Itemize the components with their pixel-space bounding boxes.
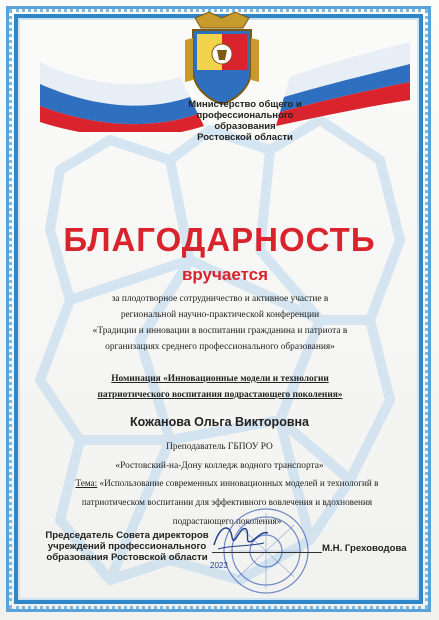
chair-title — [32, 530, 222, 563]
topic-line-3: подрастающего поколения» — [172, 516, 282, 526]
certificate-subtitle: вручается — [181, 265, 269, 284]
nomination-line-1: Номинация «Инновационные модели и технологии — [111, 374, 329, 384]
reason-line-3: «Традиции и инновации в воспитании гражданина и патриота в — [92, 326, 348, 336]
ministry-line-3: Ростовской области — [197, 132, 293, 143]
topic-line-2: патриотическом воспитании для эффективного вовлечения и вдохновения — [81, 497, 373, 507]
coat-of-arms-emblem — [183, 10, 261, 106]
recipient-name: Кожанова Ольга Викторовна — [129, 415, 310, 429]
reason-line-2: региональной научно-практической конференции — [120, 310, 320, 320]
chair-line-1: Председатель Совета директоров — [45, 530, 209, 541]
certificate-title: БЛАГОДАРНОСТЬ — [63, 221, 376, 258]
topic-line-1: «Использование современных инновационных моделей и технологий в — [97, 478, 379, 488]
recipient-position — [0, 438, 439, 476]
reason-line-1: за плодотворное сотрудничество и активное участие в — [111, 294, 329, 304]
stamp-year: 2023 — [210, 561, 228, 570]
chair-line-2: учреждений профессионального — [47, 541, 207, 552]
recipient-organization: «Ростовский-на-Дону колледж водного транспорта» — [115, 461, 324, 471]
ministry-line-2: профессионального образования — [196, 110, 294, 132]
signer-name: М.Н. Греховодова — [322, 543, 407, 554]
recipient-job: Преподаватель ГБПОУ РО — [166, 442, 273, 452]
award-reason — [60, 291, 380, 355]
nomination — [90, 371, 350, 403]
signature-line — [212, 552, 322, 553]
nomination-line-2: патриотического воспитания подрастающего поколения» — [97, 390, 343, 400]
chair-line-3: образования Ростовской области — [46, 552, 208, 563]
ministry-line-1: Министерство общего и — [188, 99, 302, 110]
topic-label: Тема: — [75, 478, 98, 488]
reason-line-4: организациях среднего профессионального образования» — [105, 342, 335, 352]
ministry-name — [170, 99, 320, 143]
